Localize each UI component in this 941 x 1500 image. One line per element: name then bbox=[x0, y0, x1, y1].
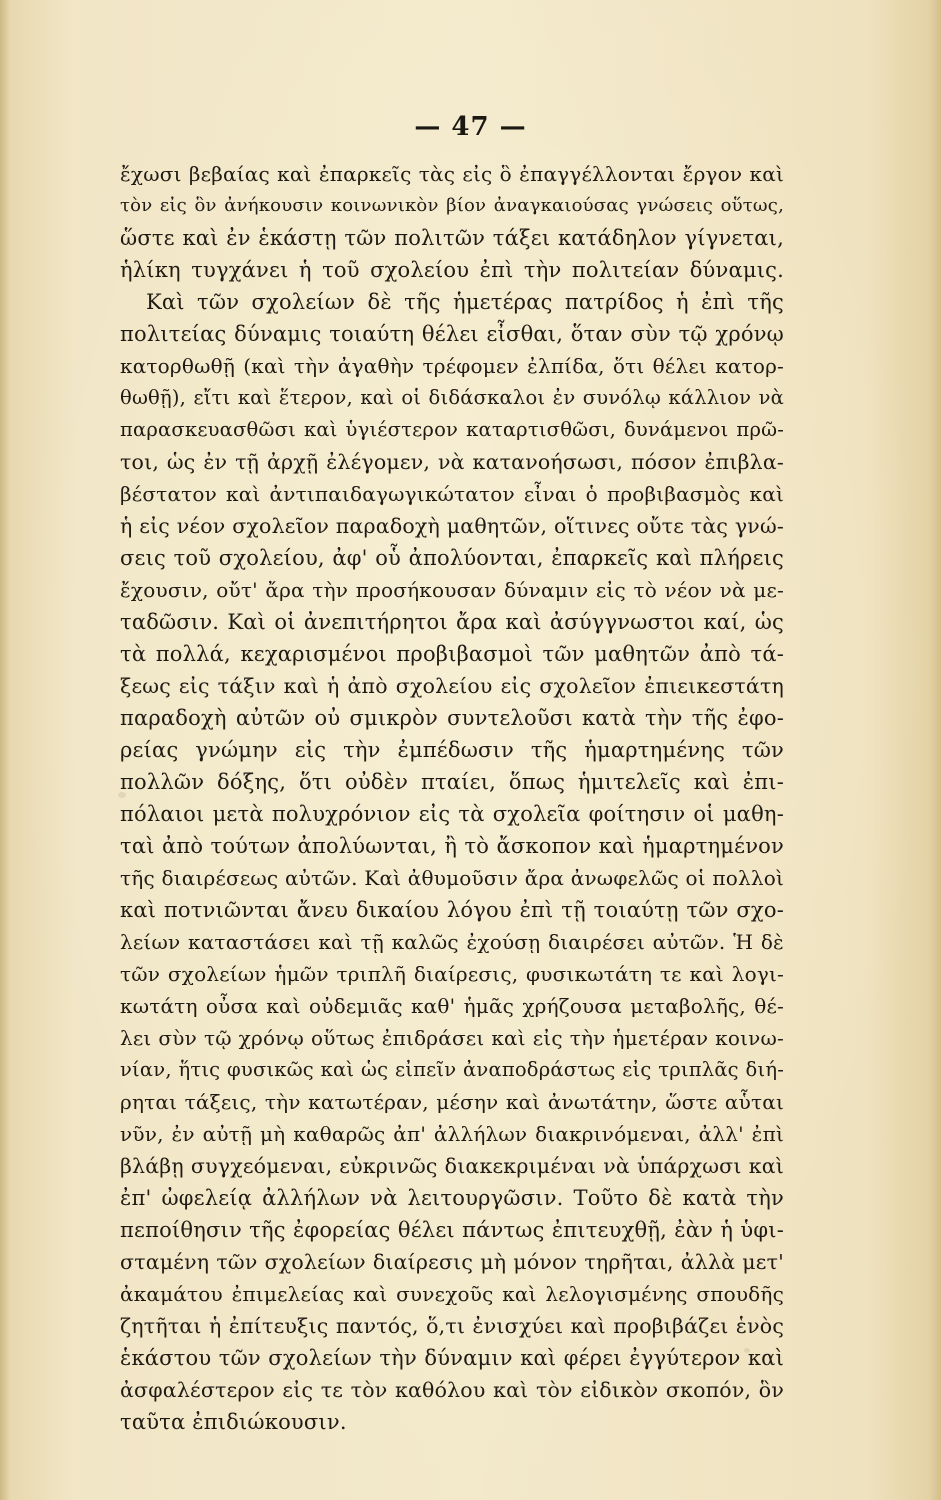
text-line: θωθῇ), εἴτι καὶ ἕτερον, καὶ οἱ διδάσκαλοι ἐν συνόλῳ κάλλιον νὰ bbox=[120, 386, 784, 409]
text-line: ἀσφαλέστερον εἰς τε τὸν καθόλου καὶ τὸν εἰδικὸν σκοπόν, ὃν bbox=[120, 1378, 784, 1402]
text-line: κωτάτη οὖσα καὶ οὐδεμιᾶς καθ' ἡμᾶς χρήζουσα μεταβολῆς, θέ- bbox=[120, 994, 784, 1018]
text-line: ἡ εἰς νέον σχολεῖον παραδοχὴ μαθητῶν, οἵτινες οὔτε τὰς γνώ- bbox=[120, 514, 784, 538]
page-number: — 47 — bbox=[414, 112, 527, 142]
page-edge-shadow-right bbox=[929, 0, 941, 1500]
text-line: πεποίθησιν τῆς ἐφορείας θέλει πάντως ἐπιτευχθῇ, ἐὰν ἡ ὑφι- bbox=[120, 1218, 784, 1242]
page-edge-shadow-left bbox=[0, 0, 10, 1500]
text-line: ταδῶσιν. Καὶ οἱ ἀνεπιτήρητοι ἄρα καὶ ἀσύγγνωστοι καί, ὡς bbox=[120, 610, 784, 634]
text-line: ρηται τάξεις, τὴν κατωτέραν, μέσην καὶ ἀνωτάτην, ὥστε αὗται bbox=[120, 1090, 784, 1114]
text-line: ζητῆται ἡ ἐπίτευξις παντός, ὅ,τι ἐνισχύει καὶ προβιβάζει ἑνὸς bbox=[120, 1314, 784, 1338]
text-line: πόλαιοι μετὰ πολυχρόνιον εἰς τὰ σχολεῖα φοίτησιν οἱ μαθη- bbox=[120, 802, 784, 826]
text-line: νίαν, ἥτις φυσικῶς καὶ ὡς εἰπεῖν ἀναποδράστως εἰς τριπλᾶς διή- bbox=[120, 1058, 784, 1081]
text-line: τῶν σχολείων ἡμῶν τριπλῆ διαίρεσις, φυσικωτάτη τε καὶ λογι- bbox=[120, 962, 784, 986]
text-line: ταῦτα ἐπιδιώκουσιν. bbox=[120, 1410, 347, 1434]
text-line: βέστατον καὶ ἀντιπαιδαγωγικώτατον εἶναι ὁ προβιβασμὸς καὶ bbox=[120, 482, 784, 506]
text-line: πολλῶν δόξης, ὅτι οὐδὲν πταίει, ὅπως ἡμιτελεῖς καὶ ἐπι- bbox=[120, 770, 784, 794]
text-line: ὥστε καὶ ἐν ἑκάστῃ τῶν πολιτῶν τάξει κατάδηλον γίγνεται, bbox=[120, 226, 784, 250]
text-line: ἔχουσιν, οὔτ' ἄρα τὴν προσήκουσαν δύναμιν εἰς τὸ νέον νὰ με- bbox=[120, 578, 784, 602]
text-line: παρασκευασθῶσι καὶ ὑγιέστερον καταρτισθῶσι, δυνάμενοι πρῶ- bbox=[120, 418, 784, 441]
text-line: ξεως εἰς τάξιν καὶ ἡ ἀπὸ σχολείου εἰς σχολεῖον ἐπιεικεστάτη bbox=[120, 674, 784, 698]
text-line: ἡλίκη τυγχάνει ἡ τοῦ σχολείου ἐπὶ τὴν πολιτείαν δύναμις. bbox=[120, 258, 784, 282]
text-line: ἑκάστου τῶν σχολείων τὴν δύναμιν καὶ φέρει ἐγγύτερον καὶ bbox=[120, 1346, 784, 1370]
text-line: ἔχωσι βεβαίας καὶ ἐπαρκεῖς τὰς εἰς ὃ ἐπαγγέλλονται ἔργον καὶ bbox=[120, 162, 784, 186]
text-line: κατορθωθῇ (καὶ τὴν ἀγαθὴν τρέφομεν ἐλπίδα, ὅτι θέλει κατορ- bbox=[120, 354, 784, 378]
body-text bbox=[120, 158, 784, 1438]
text-line: πολιτείας δύναμις τοιαύτη θέλει εἶσθαι, ὅταν σὺν τῷ χρόνῳ bbox=[120, 322, 784, 346]
text-line: λει σὺν τῷ χρόνῳ οὕτως ἐπιδράσει καὶ εἰς τὴν ἡμετέραν κοινω- bbox=[120, 1026, 784, 1050]
text-line: τοι, ὡς ἐν τῇ ἀρχῇ ἐλέγομεν, νὰ κατανοήσωσι, πόσον ἐπιβλα- bbox=[120, 450, 784, 474]
text-line: ἐπ' ὠφελείᾳ ἀλλήλων νὰ λειτουργῶσιν. Τοῦτο δὲ κατὰ τὴν bbox=[120, 1186, 784, 1210]
text-line: σεις τοῦ σχολείου, ἀφ' οὗ ἀπολύονται, ἐπαρκεῖς καὶ πλήρεις bbox=[120, 546, 784, 570]
text-line: καὶ ποτνιῶνται ἄνευ δικαίου λόγου ἐπὶ τῇ τοιαύτῃ τῶν σχο- bbox=[120, 898, 784, 922]
text-line: Καὶ τῶν σχολείων δὲ τῆς ἡμετέρας πατρίδος ἡ ἐπὶ τῆς bbox=[146, 290, 784, 314]
text-line: λείων καταστάσει καὶ τῇ καλῶς ἐχούσῃ διαιρέσει αὐτῶν. Ἡ δὲ bbox=[120, 930, 784, 954]
text-line: τῆς διαιρέσεως αὐτῶν. Καὶ ἀθυμοῦσιν ἄρα ἀνωφελῶς οἱ πολλοὶ bbox=[120, 866, 784, 890]
text-line: τὰ πολλά, κεχαρισμένοι προβιβασμοὶ τῶν μαθητῶν ἀπὸ τά- bbox=[120, 642, 784, 666]
text-line: παραδοχὴ αὐτῶν οὐ σμικρὸν συντελοῦσι κατὰ τὴν τῆς ἐφο- bbox=[120, 706, 784, 730]
text-line: σταμένη τῶν σχολείων διαίρεσις μὴ μόνον τηρῆται, ἀλλὰ μετ' bbox=[120, 1250, 784, 1274]
text-line: τὸν εἰς ὃν ἀνήκουσιν κοινωνικὸν βίον ἀναγκαιούσας γνώσεις οὕτως, bbox=[120, 195, 784, 216]
text-line: ταὶ ἀπὸ τούτων ἀπολύωνται, ἢ τὸ ἄσκοπον καὶ ἡμαρτημένον bbox=[120, 834, 784, 858]
text-line: βλάβῃ συγχεόμεναι, εὐκρινῶς διακεκριμέναι νὰ ὑπάρχωσι καὶ bbox=[120, 1154, 784, 1178]
text-line: νῦν, ἐν αὐτῇ μὴ καθαρῶς ἀπ' ἀλλήλων διακρινόμεναι, ἀλλ' ἐπὶ bbox=[120, 1122, 784, 1146]
text-line: ρείας γνώμην εἰς τὴν ἐμπέδωσιν τῆς ἡμαρτημένης τῶν bbox=[120, 738, 784, 762]
text-line: ἀκαμάτου ἐπιμελείας καὶ συνεχοῦς καὶ λελογισμένης σπουδῆς bbox=[120, 1282, 784, 1306]
